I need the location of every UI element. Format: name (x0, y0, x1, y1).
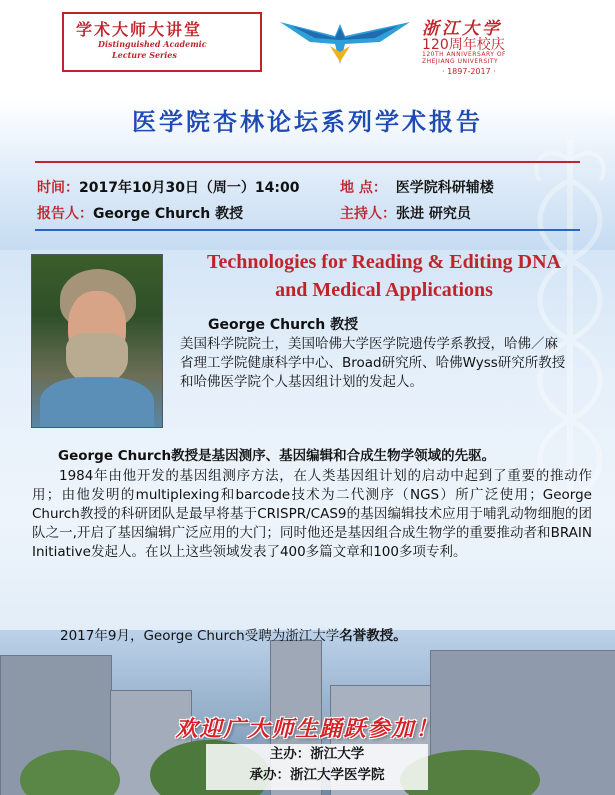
talk-title (164, 248, 604, 304)
divider-top (35, 161, 580, 163)
appointment-text: 2017年9月，George Church受聘为浙江大学 (60, 628, 340, 644)
welcome-banner: 欢迎广大师生踊跃参加！ (175, 716, 440, 742)
place-row (340, 177, 494, 197)
lecture-series-cn: 学术大师大讲堂 (76, 20, 203, 39)
zju-anniversary-logo (418, 14, 598, 74)
lecture-series-logo (62, 12, 262, 72)
place-label: 地 点： (340, 180, 387, 196)
speaker-value: George Church 教授 (93, 206, 244, 222)
host-row (340, 203, 471, 223)
lecture-series-en-1: Distinguished Academic (98, 39, 207, 49)
speaker-appointment (60, 624, 407, 644)
speaker-label: 报告人： (37, 206, 93, 222)
zju-emblem-icon (280, 14, 410, 66)
place-value: 医学院科研辅楼 (395, 180, 494, 196)
zju-anniversary-en (422, 51, 506, 65)
organizer-box (206, 744, 428, 790)
lecture-series-en-2: Lecture Series (112, 50, 177, 60)
time-value: 2017年10月30日（周一）14:00 (79, 180, 300, 196)
organizer-undertaker: 承办：浙江大学医学院 (249, 767, 385, 783)
organizer-host: 主办：浙江大学 (269, 746, 365, 762)
host-label: 主持人： (340, 206, 396, 222)
talk-title-line-2: and Medical Applications (275, 279, 493, 301)
time-label: 时间： (37, 180, 79, 196)
divider-bottom (35, 229, 580, 231)
speaker-bio: 美国科学院院士，美国哈佛大学医学院遗传学系教授，哈佛／麻省理工学院健康科学中心、Broad研究所、哈佛Wyss研究所教授和哈佛医学院个人基因组计划的发起人。 (180, 336, 566, 390)
caduceus-watermark (530, 140, 610, 520)
zju-years: · 1897-2017 · (442, 67, 496, 76)
host-value: 张进 研究员 (396, 206, 471, 222)
time-row (37, 177, 300, 197)
zju-en-line-1: 120TH ANNIVERSARY OF (422, 51, 507, 58)
zju-anniversary: 120周年校庆 (422, 37, 505, 53)
talk-title-line-1: Technologies for Reading & Editing DNA (207, 251, 561, 273)
speaker-row (37, 203, 243, 223)
speaker-photo (31, 254, 163, 428)
zju-name: 浙江大学 (422, 19, 502, 39)
speaker-achievements: 1984年由他开发的基因组测序方法，在人类基因组计划的启动中起到了重要的推动作用；由他发明的multiplexing和barcode技术为二代测序（NGS）所广泛使用；George Church教授的科研团队是最早将基于CRISPR/CAS9的基因编辑技术应用于哺乳动物细胞的团队之一,开启了基因编辑广泛应用的大门；同时他还是基因组合成生物学的重要推动者和BRAIN Initiative发起人。在以上这些领域发表了400多篇文章和100多项专利。 (32, 468, 592, 560)
zju-en-line-2: ZHEJIANG UNIVERSITY (422, 58, 499, 65)
page-title: 医学院杏林论坛系列学术报告 (132, 107, 483, 136)
appointment-title: 名誉教授。 (339, 628, 407, 644)
speaker-highlight: George Church教授是基因测序、基因编辑和合成生物学领域的先驱。 (58, 448, 496, 464)
speaker-name: George Church 教授 (208, 317, 359, 333)
